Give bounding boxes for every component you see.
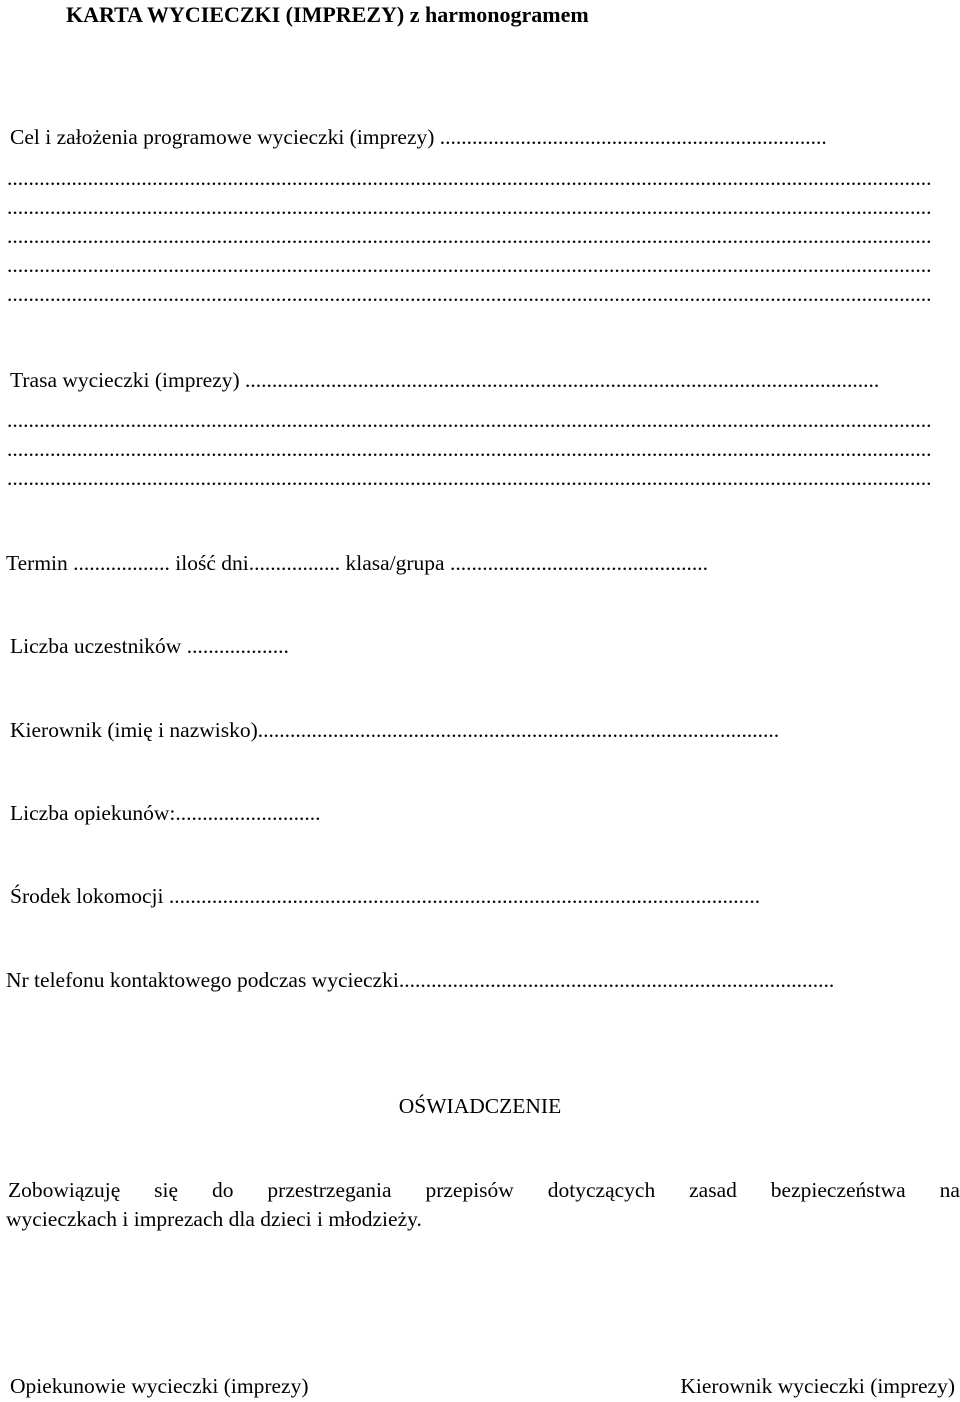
- declaration-word: przestrzegania: [267, 1178, 392, 1202]
- declaration-heading: OŚWIADCZENIE: [398, 1094, 562, 1118]
- termin-field: Termin .................. ilość dni................. klasa/grupa ................................................: [6, 551, 708, 575]
- declaration-word: bezpieczeństwa: [770, 1178, 906, 1202]
- declaration-line-2: wycieczkach i imprezach dla dzieci i młodzieży.: [6, 1207, 422, 1231]
- declaration-word: Zobowiązuję: [8, 1178, 121, 1202]
- trasa-line-1: ............................................................................................................................................................................: [7, 408, 932, 432]
- signature-opiekunowie: Opiekunowie wycieczki (imprezy): [10, 1374, 309, 1398]
- cel-field: Cel i założenia programowe wycieczki (imprezy) ........................................................................: [10, 125, 827, 149]
- declaration-word: zasad: [689, 1178, 737, 1202]
- cel-line-5: ............................................................................................................................................................................: [7, 282, 932, 306]
- declaration-word: na: [939, 1178, 960, 1202]
- nr-telefonu-field: Nr telefonu kontaktowego podczas wycieczki.................................................................................: [6, 968, 835, 992]
- kierownik-field: Kierownik (imię i nazwisko).................................................................................................: [10, 718, 780, 742]
- declaration-line-1: [8, 1180, 960, 1202]
- trasa-field: Trasa wycieczki (imprezy) ......................................................................................................................: [10, 368, 880, 392]
- declaration-word: przepisów: [425, 1178, 514, 1202]
- cel-line-2: ............................................................................................................................................................................: [7, 195, 932, 219]
- declaration-word: dotyczących: [547, 1178, 656, 1202]
- signature-kierownik: Kierownik wycieczki (imprezy): [680, 1374, 955, 1398]
- srodek-lokomocji-field: Środek lokomocji ..............................................................................................................: [10, 884, 761, 908]
- declaration-word: się: [154, 1178, 179, 1202]
- trasa-line-2: ............................................................................................................................................................................: [7, 437, 932, 461]
- cel-line-4: ............................................................................................................................................................................: [7, 253, 932, 277]
- cel-line-1: ............................................................................................................................................................................: [7, 166, 932, 190]
- declaration-word: do: [211, 1178, 234, 1202]
- liczba-uczestnikow-field: Liczba uczestników ...................: [10, 634, 289, 658]
- cel-line-3: ............................................................................................................................................................................: [7, 224, 932, 248]
- page-title: KARTA WYCIECZKI (IMPREZY) z harmonogramem: [66, 2, 589, 27]
- liczba-opiekunow-field: Liczba opiekunów:...........................: [10, 801, 321, 825]
- trasa-line-3: ............................................................................................................................................................................: [7, 466, 932, 490]
